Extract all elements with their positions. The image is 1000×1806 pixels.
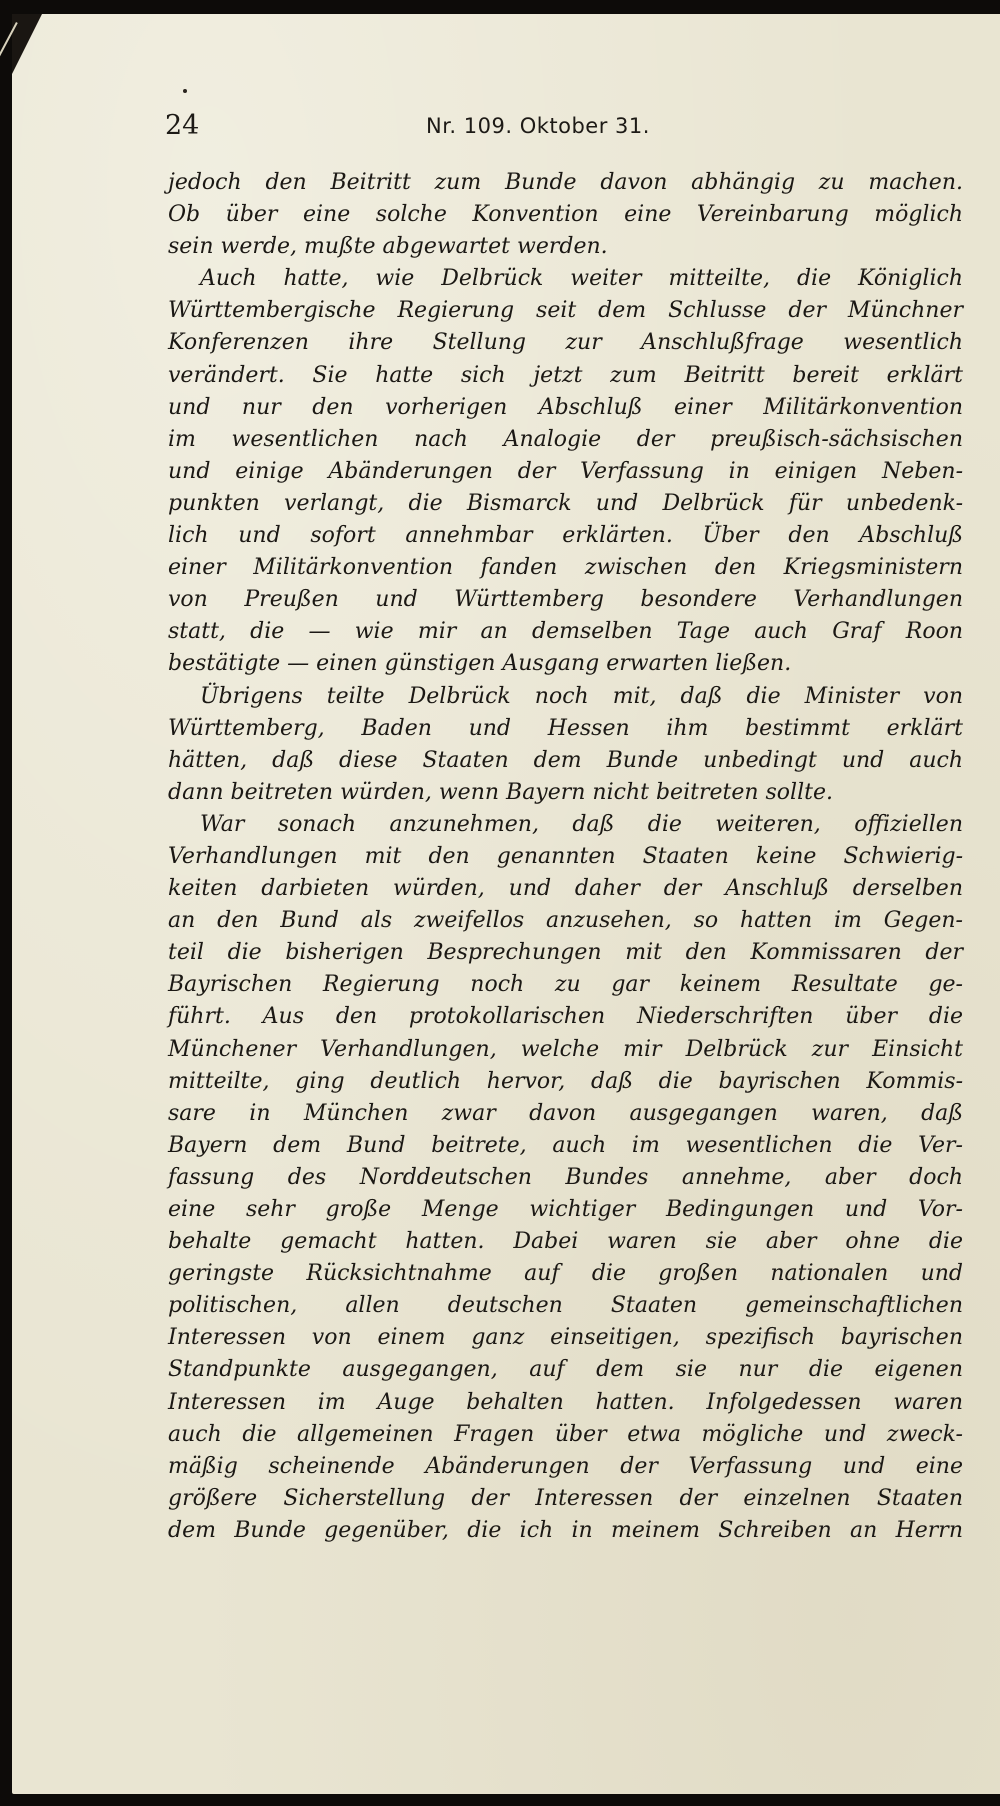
text-line: Württemberg, Baden und Hessen ihm bestimmt erklärt [168, 715, 963, 741]
text-line: Verhandlungen mit den genannten Staaten keine Schwierig- [168, 843, 963, 869]
text-line: mäßig scheinende Abänderungen der Verfassung und eine [168, 1453, 963, 1479]
text-line: Ob über eine solche Konvention eine Vereinbarung möglich [168, 202, 963, 228]
text-line: Württembergische Regierung seit dem Schlusse der Münchner [168, 298, 963, 324]
page-header [165, 108, 865, 148]
text-line: Münchener Verhandlungen, welche mir Delbrück zur Einsicht [168, 1036, 963, 1062]
text-line: Bayern dem Bund beitrete, auch im wesentlichen die Ver- [168, 1132, 963, 1158]
ink-speck [183, 89, 187, 93]
text-line: War sonach anzunehmen, daß die weiteren, offiziellen [200, 811, 963, 837]
text-line: Standpunkte ausgegangen, auf dem sie nur die eigenen [168, 1357, 963, 1383]
text-line: auch die allgemeinen Fragen über etwa mögliche und zweck- [168, 1421, 963, 1447]
text-line: verändert. Sie hatte sich jetzt zum Beitritt bereit erklärt [168, 362, 963, 388]
text-line: und einige Abänderungen der Verfassung in einigen Neben- [168, 458, 963, 484]
text-line: punkten verlangt, die Bismarck und Delbrück für unbedenk- [168, 490, 963, 516]
text-line: einer Militärkonvention fanden zwischen den Kriegsministern [168, 555, 963, 581]
text-line: jedoch den Beitritt zum Bunde davon abhängig zu machen. [168, 170, 963, 195]
page-number: 24 [165, 110, 200, 141]
text-line: Übrigens teilte Delbrück noch mit, daß die Minister von [200, 683, 963, 709]
text-line: mitteilte, ging deutlich hervor, daß die bayrischen Kommis- [168, 1068, 963, 1094]
text-line: sein werde, mußte abgewartet werden. [168, 234, 608, 260]
text-line: dem Bunde gegenüber, die ich in meinem Schreiben an Herrn [168, 1517, 963, 1543]
text-line: teil die bisherigen Besprechungen mit den Kommissaren der [168, 940, 963, 966]
text-line: Auch hatte, wie Delbrück weiter mitteilte, die Königlich [200, 266, 963, 292]
text-line: Interessen von einem ganz einseitigen, spezifisch bayrischen [168, 1325, 963, 1351]
text-line: an den Bund als zweifellos anzusehen, so hatten im Gegen- [168, 908, 963, 934]
text-line: bestätigte — einen günstigen Ausgang erwarten ließen. [168, 651, 792, 677]
text-line: hätten, daß diese Staaten dem Bunde unbedingt und auch [168, 747, 963, 773]
text-line: politischen, allen deutschen Staaten gemeinschaftlichen [168, 1293, 963, 1319]
text-line: sare in München zwar davon ausgegangen waren, daß [168, 1100, 963, 1126]
text-line: führt. Aus den protokollarischen Niederschriften über die [168, 1004, 963, 1030]
text-line: größere Sicherstellung der Interessen der einzelnen Staaten [168, 1485, 963, 1511]
text-line: behalte gemacht hatten. Dabei waren sie aber ohne die [168, 1229, 963, 1255]
text-line: Interessen im Auge behalten hatten. Infolgedessen waren [168, 1389, 963, 1415]
body-text [168, 167, 963, 1547]
text-line: geringste Rücksichtnahme auf die großen nationalen und [168, 1261, 963, 1287]
running-head: Nr. 109. Oktober 31. [426, 114, 650, 138]
text-line: lich und sofort annehmbar erklärten. Über den Abschluß [168, 523, 963, 549]
text-line: Konferenzen ihre Stellung zur Anschlußfrage wesentlich [168, 330, 963, 356]
text-line: Bayrischen Regierung noch zu gar keinem Resultate ge- [168, 972, 963, 998]
text-line: und nur den vorherigen Abschluß einer Militärkonvention [168, 394, 963, 420]
text-line: eine sehr große Menge wichtiger Bedingungen und Vor- [168, 1197, 963, 1222]
text-line: im wesentlichen nach Analogie der preußisch-sächsischen [168, 426, 963, 452]
text-line: fassung des Norddeutschen Bundes annehme, aber doch [168, 1164, 963, 1190]
text-line: dann beitreten würden, wenn Bayern nicht beitreten sollte. [168, 779, 833, 805]
text-line: statt, die — wie mir an demselben Tage auch Graf Roon [168, 619, 963, 645]
text-line: von Preußen und Württemberg besondere Verhandlungen [168, 587, 963, 613]
text-line: keiten darbieten würden, und daher der Anschluß derselben [168, 876, 963, 902]
